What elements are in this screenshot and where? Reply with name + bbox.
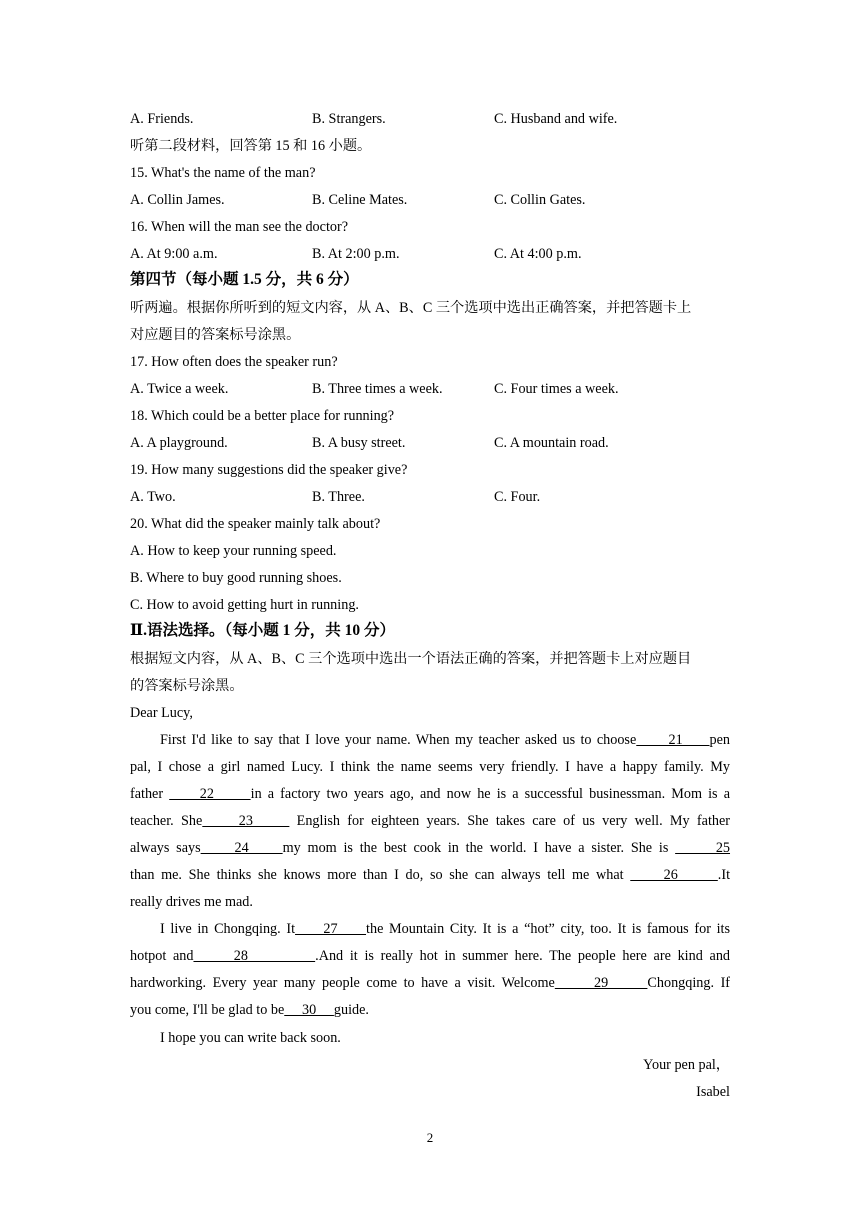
q17-option-b: B. Three times a week. xyxy=(312,381,443,397)
p1-line-2: pal, I chose a girl named Lucy. I think the name seems very friendly. I have a happy family. My xyxy=(130,759,730,775)
p2-line-2: hotpot and 28 .And it is really hot in summer here. The people here are kind and xyxy=(130,948,731,964)
q19-option-b: B. Three. xyxy=(312,489,365,505)
letter-paragraph-1 xyxy=(130,727,730,916)
q18-question: 18. Which could be a better place for running? xyxy=(130,408,395,424)
q20-option-b: B. Where to buy good running shoes. xyxy=(130,570,342,586)
p2-line-3: hardworking. Every year many people come to have a visit. Welcome 29 Chongqing. If xyxy=(130,975,731,991)
part4-instruction-2: 对应题目的答案标号涂黑。 xyxy=(130,327,301,343)
q16-option-a: A. At 9:00 a.m. xyxy=(130,246,218,262)
p1-line-5: always says 24 my mom is the best cook in the world. I have a sister. She is 25 xyxy=(130,840,731,856)
q18-option-a: A. A playground. xyxy=(130,435,228,451)
p1-line-7: really drives me mad. xyxy=(130,894,253,910)
q15-option-c: C. Collin Gates. xyxy=(494,192,586,208)
blank-22: 22 xyxy=(169,786,251,802)
blank-29: 29 xyxy=(554,975,648,991)
blank-23: 23 xyxy=(202,813,290,829)
grammar-instruction-2: 的答案标号涂黑。 xyxy=(130,678,244,694)
part4-heading: 第四节（每小题 1.5 分，共 6 分） xyxy=(130,271,359,288)
q20-option-a: A. How to keep your running speed. xyxy=(130,543,337,559)
letter-paragraph-2 xyxy=(130,916,730,1024)
grammar-heading: Ⅱ.语法选择。（每小题 1 分，共 10 分） xyxy=(130,622,395,639)
q16-option-c: C. At 4:00 p.m. xyxy=(494,246,582,262)
q16-question: 16. When will the man see the doctor? xyxy=(130,219,349,235)
q14-option-a: A. Friends. xyxy=(130,111,194,127)
q14-option-c: C. Husband and wife. xyxy=(494,111,618,127)
p2-line-4: you come, I'll be glad to be 30 guide. xyxy=(130,1002,369,1018)
q20-question: 20. What did the speaker mainly talk about? xyxy=(130,516,381,532)
letter-paragraph-3: I hope you can write back soon. xyxy=(160,1030,341,1046)
q15-option-b: B. Celine Mates. xyxy=(312,192,408,208)
q18-option-b: B. A busy street. xyxy=(312,435,406,451)
blank-24: 24 xyxy=(200,840,283,856)
q16-option-b: B. At 2:00 p.m. xyxy=(312,246,400,262)
q17-option-a: A. Twice a week. xyxy=(130,381,229,397)
q19-question: 19. How many suggestions did the speaker give? xyxy=(130,462,408,478)
letter-greeting: Dear Lucy, xyxy=(130,705,193,721)
q19-option-a: A. Two. xyxy=(130,489,176,505)
p2-line-1: I live in Chongqing. It 27 the Mountain City. It is a “hot” city, too. It is famous for its xyxy=(160,921,731,937)
q19-option-c: C. Four. xyxy=(494,489,541,505)
blank-27: 27 xyxy=(295,921,367,937)
blank-28: 28 xyxy=(193,948,316,964)
q17-question: 17. How often does the speaker run? xyxy=(130,354,338,370)
part4-instruction-1: 听两遍。根据你所听到的短文内容，从 A、B、C 三个选项中选出正确答案，并把答题卡上 xyxy=(130,300,692,316)
q14-option-b: B. Strangers. xyxy=(312,111,386,127)
q20-option-c: C. How to avoid getting hurt in running. xyxy=(130,597,359,613)
p1-line-3: father 22 in a factory two years ago, and now he is a successful businessman. Mom is a xyxy=(130,786,730,802)
grammar-instruction-1: 根据短文内容，从 A、B、C 三个选项中选出一个语法正确的答案，并把答题卡上对应题目 xyxy=(130,651,692,667)
blank-25: 25 xyxy=(675,840,731,856)
blank-26: 26 xyxy=(630,867,718,883)
p1-line-6: than me. She thinks she knows more than I do, so she can always tell me what 26 .It xyxy=(130,867,731,883)
q18-option-c: C. A mountain road. xyxy=(494,435,609,451)
q15-question: 15. What's the name of the man? xyxy=(130,165,316,181)
page-number: 2 xyxy=(426,1130,434,1145)
letter-signature: Isabel xyxy=(696,1084,730,1100)
letter-closing: Your pen pal， xyxy=(643,1057,730,1073)
p1-line-4: teacher. She 23 English for eighteen years. She takes care of us very well. My father xyxy=(130,813,731,829)
blank-30: 30 xyxy=(284,1002,334,1018)
section2-intro: 听第二段材料，回答第 15 和 16 小题。 xyxy=(130,138,372,154)
q15-option-a: A. Collin James. xyxy=(130,192,225,208)
q17-option-c: C. Four times a week. xyxy=(494,381,619,397)
blank-21: 21 xyxy=(636,732,710,748)
p1-line-1: First I'd like to say that I love your name. When my teacher asked us to choose 21 pen xyxy=(160,732,731,748)
